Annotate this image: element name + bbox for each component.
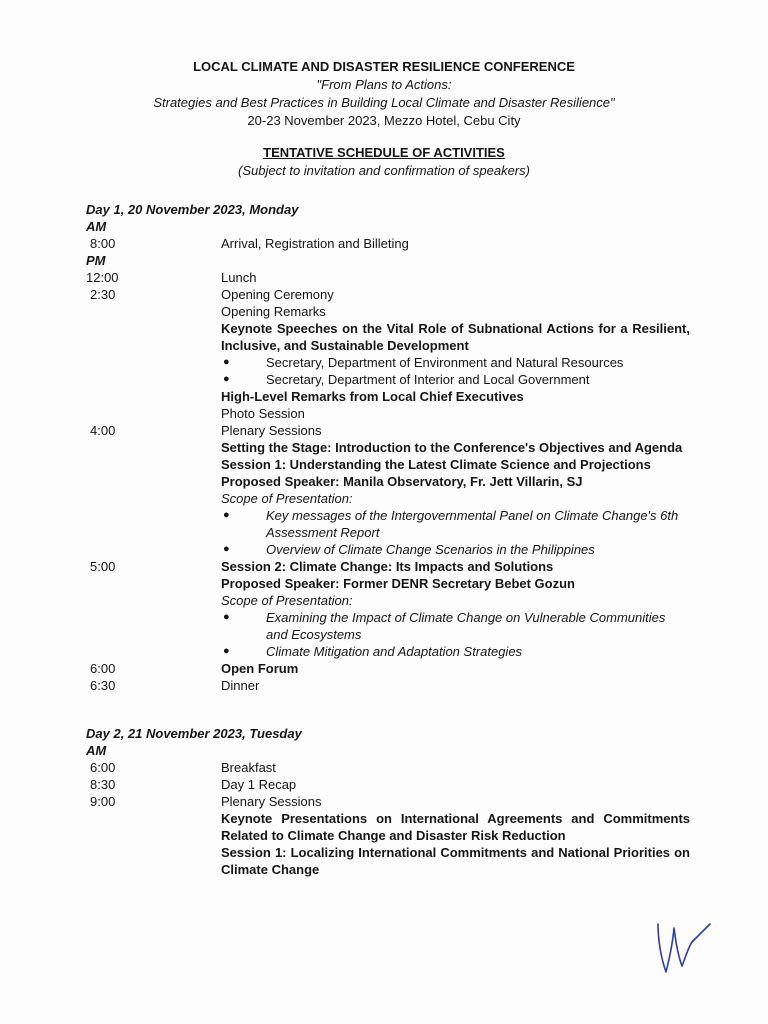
- time-label: 8:00: [90, 236, 116, 251]
- day-1-pm-label: PM: [86, 253, 106, 268]
- scope-label: Scope of Presentation:: [221, 491, 353, 506]
- document-header: [0, 58, 768, 130]
- session-speaker: Proposed Speaker: Former DENR Secretary Bebet Gozun: [221, 576, 575, 591]
- time-label: 6:30: [90, 678, 116, 693]
- date-venue: 20-23 November 2023, Mezzo Hotel, Cebu City: [247, 113, 521, 128]
- activity: Open Forum: [221, 661, 299, 676]
- activity: Opening Ceremony: [221, 287, 334, 302]
- schedule-row: [86, 793, 706, 878]
- session-speaker: Proposed Speaker: Manila Observatory, Fr. Jett Villarin, SJ: [221, 474, 583, 489]
- activity: Setting the Stage: Introduction to the Conference's Objectives and Agenda: [221, 440, 683, 455]
- list-item-text: Secretary, Department of Environment and Natural Resources: [266, 355, 624, 370]
- session-title: Session 2: Climate Change: Its Impacts and Solutions: [221, 559, 554, 574]
- time-label: 5:00: [90, 559, 116, 574]
- activity: Arrival, Registration and Billeting: [221, 236, 409, 251]
- session-title: Session 1: Localizing International Commitments and National Priorities on Climate Change: [221, 845, 690, 877]
- day-1-section: [86, 201, 706, 694]
- schedule-row: [86, 422, 706, 558]
- schedule-row: [86, 759, 706, 776]
- bullet-dot-icon: ●: [223, 611, 230, 623]
- time-label: 4:00: [90, 423, 116, 438]
- bullet-dot-icon: ●: [223, 543, 230, 555]
- activity: Dinner: [221, 678, 260, 693]
- schedule-title: TENTATIVE SCHEDULE OF ACTIVITIES: [263, 145, 505, 160]
- activity: Plenary Sessions: [221, 423, 322, 438]
- day-2-heading: Day 2, 21 November 2023, Tuesday: [86, 726, 302, 741]
- list-item-text: Key messages of the Intergovernmental Panel on Climate Change's 6th Assessment Report: [266, 508, 679, 540]
- handwritten-signature: [652, 918, 716, 984]
- activity: Day 1 Recap: [221, 777, 297, 792]
- schedule-note: (Subject to invitation and confirmation of speakers): [238, 163, 530, 178]
- activity: Opening Remarks: [221, 304, 326, 319]
- list-item-text: Secretary, Department of Interior and Local Government: [266, 372, 590, 387]
- time-label: 12:00: [86, 270, 119, 285]
- day-1-heading: Day 1, 20 November 2023, Monday: [86, 202, 299, 217]
- bullet-dot-icon: ●: [223, 509, 230, 521]
- activity-keynote: Keynote Speeches on the Vital Role of Subnational Actions for a Resilient, Inclusive, and Sustainable Development: [221, 321, 690, 353]
- schedule-row: [86, 269, 706, 286]
- list-item: [221, 541, 690, 558]
- list-item: [221, 609, 690, 643]
- time-label: 2:30: [90, 287, 116, 302]
- day-2-section: [86, 725, 706, 878]
- day-1-am-label: AM: [86, 219, 107, 234]
- activity: Lunch: [221, 270, 257, 285]
- activity: Photo Session: [221, 406, 305, 421]
- list-item: [221, 507, 690, 541]
- activity: Plenary Sessions: [221, 794, 322, 809]
- schedule-row: [86, 677, 706, 694]
- scope-label: Scope of Presentation:: [221, 593, 353, 608]
- day-2-am-label: AM: [86, 743, 107, 758]
- schedule-row: [86, 235, 706, 252]
- session-title: Session 1: Understanding the Latest Climate Science and Projections: [221, 457, 651, 472]
- theme-line-1: "From Plans to Actions:: [316, 77, 452, 92]
- bullet-dot-icon: ●: [223, 356, 230, 368]
- schedule-heading: [0, 144, 768, 180]
- time-label: 9:00: [90, 794, 116, 809]
- schedule-row: [86, 776, 706, 793]
- schedule-row: [86, 660, 706, 677]
- list-item-text: Examining the Impact of Climate Change on Vulnerable Communities and Ecosystems: [266, 610, 666, 642]
- bullet-dot-icon: ●: [223, 373, 230, 385]
- conference-title: LOCAL CLIMATE AND DISASTER RESILIENCE CONFERENCE: [193, 59, 575, 74]
- activity: Breakfast: [221, 760, 276, 775]
- time-label: 6:00: [90, 661, 116, 676]
- bullet-dot-icon: ●: [223, 645, 230, 657]
- activity: High-Level Remarks from Local Chief Executives: [221, 389, 524, 404]
- time-label: 6:00: [90, 760, 116, 775]
- list-item: [221, 643, 690, 660]
- activity-keynote: Keynote Presentations on International Agreements and Commitments Related to Climate Change and Disaster Risk Reduction: [221, 811, 690, 843]
- list-item: [221, 371, 690, 388]
- list-item-text: Overview of Climate Change Scenarios in the Philippines: [266, 542, 595, 557]
- list-item-text: Climate Mitigation and Adaptation Strategies: [266, 644, 523, 659]
- schedule-row: [86, 286, 706, 422]
- time-label: 8:30: [90, 777, 116, 792]
- list-item: [221, 354, 690, 371]
- schedule-row: [86, 558, 706, 660]
- theme-line-2: Strategies and Best Practices in Building Local Climate and Disaster Resilience": [153, 95, 615, 110]
